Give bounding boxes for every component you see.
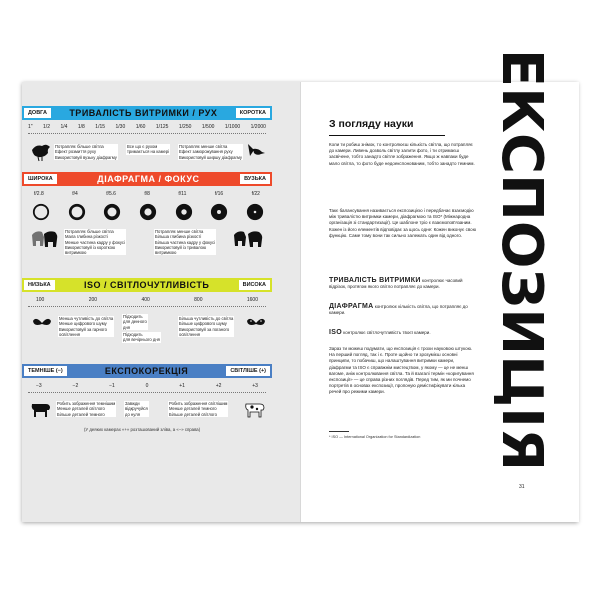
exposure-left-desc: Робить зображення темнішим Менше деталей світлого Більше деталей темного bbox=[57, 401, 116, 417]
exposure-scale-value: −1 bbox=[109, 383, 115, 389]
page-number: 31 bbox=[519, 484, 525, 490]
aperture-bar bbox=[22, 172, 272, 186]
aperture-icon bbox=[32, 203, 50, 221]
shutter-scale-value: 1" bbox=[28, 124, 33, 130]
book-spread bbox=[22, 48, 578, 522]
exposure-right-desc: Робить зображення світлішим Менше деталей темного Більше деталей світлого bbox=[169, 401, 228, 417]
paragraph-2: Такє балансування називається експозицією і передбачає взаємодію між тривалістю витримки камери, діафрагмою та ISO* (Міжнародна організація зі стандартизації). Це шаблоне тріо є взаємопов'язаним. Кожен із його елементів відповідає за щось одне: Кожен виконує свою функцію. Саме тому вони так сильно залежать один від одного. bbox=[329, 208, 477, 238]
aperture-right-label: ВУЗЬКА bbox=[240, 174, 270, 184]
term-shutter-definition: контролює часовий відрізок, протягом якого світло потрапляє до камери. bbox=[329, 278, 463, 290]
iso-scale-value: 1600 bbox=[246, 297, 258, 303]
exposure-scale-value: −3 bbox=[36, 383, 42, 389]
cow-dark-icon bbox=[30, 400, 52, 418]
term-aperture-label: ДІАФРАГМА bbox=[329, 303, 374, 310]
hummingbird-icon bbox=[244, 140, 266, 162]
iso-left-desc: Менша чутливість до світла Менше цифрового шуму Використовуй за гарного освітлення bbox=[59, 316, 114, 337]
exposure-scale bbox=[36, 383, 258, 389]
shutter-scale-value: 1/4 bbox=[60, 124, 68, 130]
iso-ticks bbox=[28, 306, 266, 310]
elephants-sharp-icon bbox=[232, 229, 266, 251]
aperture-icon bbox=[246, 203, 264, 221]
iso-title: ISO / СВІТЛОЧУТЛИВІСТЬ bbox=[83, 280, 210, 290]
shutter-left-label: ДОВГА bbox=[24, 108, 51, 118]
iso-right-desc: Більша чутливість до світла Більше цифрового шуму Використовуй за поганого освітлення bbox=[179, 316, 234, 337]
left-page-infographic bbox=[22, 82, 300, 522]
aperture-scale-value: f/22 bbox=[251, 191, 260, 197]
exposure-scale-value: +2 bbox=[215, 383, 222, 389]
iso-center2-desc: Підходить для вечірнього дня bbox=[123, 332, 160, 343]
aperture-right-desc: Потрапляє менше світла Більша глибина різкості Більша частина кадру у фокусі Використовуй із тривалою витримкою bbox=[155, 229, 216, 256]
shutter-scale-value: 1/2 bbox=[43, 124, 50, 130]
aperture-left-desc: Потрапляє більше світла Мала глибина різкості Менше частина кадру у фокусі Використовуй із короткою витримкою bbox=[65, 229, 125, 256]
term-shutter bbox=[329, 278, 477, 290]
shutter-title: ТРИВАЛІСТЬ ВИТРИМКИ / РУХ bbox=[69, 108, 218, 118]
aperture-icon bbox=[210, 203, 228, 221]
vertical-title bbox=[487, 48, 555, 472]
iso-scale-value: 400 bbox=[141, 297, 150, 303]
aperture-scale-value: f/8 bbox=[144, 191, 150, 197]
aperture-scale-value: f/11 bbox=[178, 191, 187, 197]
elephants-blurred-icon bbox=[30, 229, 60, 251]
iso-center-desc: Підходить для денного дня bbox=[123, 314, 147, 330]
shutter-ticks bbox=[28, 133, 266, 137]
term-aperture bbox=[329, 304, 477, 316]
shutter-scale-value: 1/500 bbox=[201, 124, 215, 130]
shutter-right-label: КОРОТКА bbox=[236, 108, 270, 118]
iso-scale-value: 200 bbox=[88, 297, 98, 303]
shutter-scale-value: 1/1000 bbox=[224, 124, 241, 130]
exposure-scale-value: +3 bbox=[252, 383, 258, 389]
shutter-scale-value: 1/2000 bbox=[250, 124, 266, 130]
shutter-scale-value: 1/60 bbox=[135, 124, 146, 130]
paragraph-1: Коли ти робиш знімок, то контролюєш кількість світла, що потрапляє до камери. Ливень дозволь світлу залити фото, і ти отримаєш засвічене, тобто занадто світле зображення. Якщо ж навпаки буде мало світла, то фото буде недоекспонованим, тобто занадто темним. bbox=[329, 142, 475, 166]
exposure-note: (У деяких камерах «+» розташований зліва, а «−» справа) bbox=[84, 427, 201, 432]
moth-low-iso-icon bbox=[32, 316, 52, 330]
iso-scale-value: 100 bbox=[36, 297, 45, 303]
page-heading: З погляду науки bbox=[329, 118, 414, 130]
exposure-center-desc: Завжди відкручуйся до нуля bbox=[125, 401, 148, 417]
exposure-title: ЕКСПОКОРЕКЦІЯ bbox=[104, 366, 189, 376]
exposure-scale-value: −2 bbox=[72, 383, 79, 389]
aperture-icon bbox=[103, 203, 121, 221]
shutter-scale-value: 1/15 bbox=[95, 124, 106, 130]
aperture-left-label: ШИРОКА bbox=[24, 174, 57, 184]
iso-scale-value: 800 bbox=[194, 297, 203, 303]
exposure-scale-value: 0 bbox=[145, 383, 149, 389]
iso-right-label: ВИСОКА bbox=[239, 280, 270, 290]
exposure-right-label: СВІТЛІШЕ (+) bbox=[226, 366, 270, 376]
aperture-scale bbox=[34, 191, 260, 197]
shutter-left-desc: Потрапляє більше світла Ефект розмиття руху Використовуй вузьку діафрагму bbox=[55, 144, 117, 160]
shutter-right-desc: Потрапляє менше світла Ефект заморожування руху Використовуй ширшу діафрагму bbox=[179, 144, 243, 160]
vertical-title-text: ЕКСПОЗИЦІЯ bbox=[489, 48, 555, 472]
exposure-ticks bbox=[28, 392, 266, 396]
shutter-scale-value: 1/250 bbox=[178, 124, 192, 130]
iso-scale bbox=[36, 297, 258, 303]
aperture-scale-value: f/4 bbox=[72, 191, 78, 197]
cow-light-icon bbox=[244, 400, 266, 418]
term-iso-definition: контролює світлочутливість твоєї камери. bbox=[343, 330, 431, 335]
shutter-scale-value: 1/125 bbox=[155, 124, 169, 130]
aperture-title: ДІАФРАГМА / ФОКУС bbox=[97, 174, 200, 184]
shutter-scale-value: 1/8 bbox=[77, 124, 85, 130]
aperture-icon bbox=[175, 203, 193, 221]
paragraph-3: Зараз ти можеш подумати, що експозиція є трохи науковою штукою. На перший погляд, так і є. Проте щойно ти зрозумієш основні принципи, то побачиш, що налаштування витримки камери, діафрагми та ISO є справжнім мистецтвом, у якому — це не менш вагоме, аніж контролювання світла. Та й взагалі термін «коригування експозиції» — це справа різних поглядів. Перед тим, як ми почнемо портретів в основах експозиції, пропоную демістифікувати кілька речей про режими камери. bbox=[329, 346, 474, 395]
exposure-left-label: ТЕМНІШЕ (−) bbox=[24, 366, 67, 376]
shutter-bar bbox=[22, 106, 272, 120]
exposure-scale-value: +1 bbox=[179, 383, 185, 389]
iso-bar bbox=[22, 278, 272, 292]
shutter-scale bbox=[28, 124, 266, 130]
term-iso bbox=[329, 330, 477, 336]
term-shutter-label: ТРИВАЛІСТЬ ВИТРИМКИ bbox=[329, 277, 421, 284]
aperture-scale-value: f/5.6 bbox=[106, 191, 116, 197]
aperture-icon bbox=[68, 203, 86, 221]
shutter-scale-value: 1/30 bbox=[115, 124, 126, 130]
shutter-center-desc: Все що є рухом тримається на камері bbox=[127, 144, 170, 155]
aperture-icons bbox=[32, 203, 264, 221]
term-aperture-definition: контролює кількість світла, що потрапляє до камери. bbox=[329, 304, 468, 316]
blurred-bird-icon bbox=[30, 142, 52, 162]
aperture-scale-value: f/16 bbox=[214, 191, 224, 197]
footnote: * ISO — International Organization for Standardization bbox=[329, 435, 421, 439]
term-iso-label: ISO bbox=[329, 329, 342, 336]
aperture-icon bbox=[139, 203, 157, 221]
iso-left-label: НИЗЬКА bbox=[24, 280, 55, 290]
heading-rule bbox=[329, 135, 445, 136]
moth-high-iso-icon bbox=[246, 316, 266, 330]
footnote-rule bbox=[329, 431, 349, 432]
right-page-text bbox=[300, 48, 579, 522]
aperture-scale-value: f/2.8 bbox=[34, 191, 44, 197]
exposure-bar bbox=[22, 364, 272, 378]
